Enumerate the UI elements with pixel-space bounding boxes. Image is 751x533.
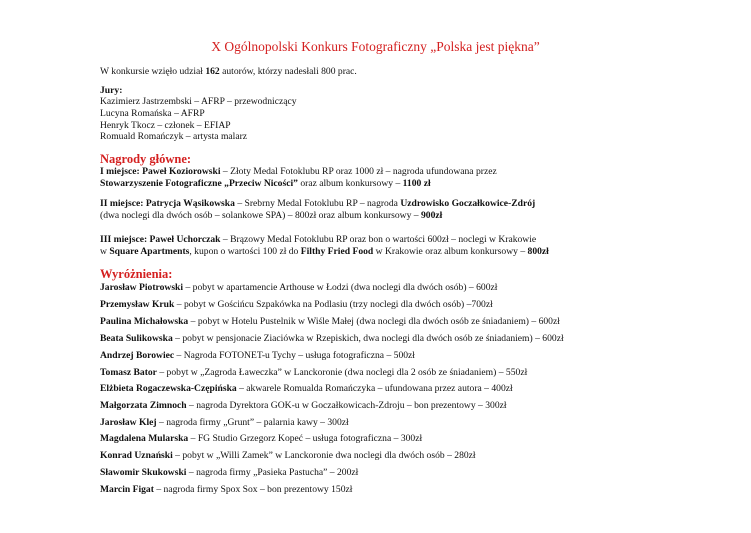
distinction-item: Elżbieta Rogaczewska-Czępińska – akwarele Romualda Romańczyka – ufundowana przez autora – 400zł [100, 383, 513, 394]
main-prizes-heading: Nagrody główne: [100, 152, 192, 166]
jury-member: Henryk Tkocz – członek – EFIAP [100, 120, 231, 131]
distinctions-heading: Wyróżnienia: [100, 267, 173, 281]
distinction-item: Sławomir Skukowski – nagroda firmy „Pasieka Pastucha” – 200zł [100, 467, 359, 478]
third-place-line-2: w Square Apartments, kupon o wartości 100 zł do Filthy Fried Food w Krakowie oraz album konkursowy – 800zł [100, 246, 549, 257]
jury-member: Lucyna Romańska – AFRP [100, 108, 205, 119]
participant-count: 162 [205, 66, 220, 77]
distinction-item: Marcin Figat – nagroda firmy Spox Sox – bon prezentowy 150zł [100, 484, 353, 495]
distinction-item: Konrad Uznański – pobyt w „Willi Zamek” w Lanckoronie dwa noclegi dla dwóch osób – 280zł [100, 450, 476, 461]
first-place-line-1: I miejsce: Paweł Koziorowski – Złoty Medal Fotoklubu RP oraz 1000 zł – nagroda ufundowana przez [100, 166, 497, 177]
first-place-line-2: Stowarzyszenie Fotograficzne „Przeciw Nicości” oraz album konkursowy – 1100 zł [100, 178, 431, 189]
intro-line: W konkursie wzięło udział 162 autorów, którzy nadesłali 800 prac. [100, 66, 357, 77]
jury-member: Romuald Romańczyk – artysta malarz [100, 131, 248, 142]
jury-heading: Jury: [100, 85, 123, 96]
second-place-line-1: II miejsce: Patrycja Wąsikowska – Srebrny Medal Fotoklubu RP – nagroda Uzdrowisko Goczałkowice-Zdrój [100, 198, 536, 209]
distinction-item: Małgorzata Zimnoch – nagroda Dyrektora GOK-u w Goczałkowicach-Zdroju – bon prezentowy – 300zł [100, 400, 507, 411]
distinction-item: Paulina Michałowska – pobyt w Hotelu Pustelnik w Wiśle Małej (dwa noclegi dla dwóch osób ze śniadaniem) – 600zł [100, 316, 560, 327]
distinction-item: Jarosław Piotrowski – pobyt w apartamencie Arthouse w Łodzi (dwa noclegi dla dwóch osób) – 600zł [100, 282, 498, 293]
jury-member: Kazimierz Jastrzembski – AFRP – przewodniczący [100, 96, 297, 107]
distinction-item: Beata Sulikowska – pobyt w pensjonacie Ziaciówka w Rzepiskich, dwa noclegi dla dwóch osób ze śniadaniem) – 600zł [100, 333, 564, 344]
third-place-line-1: III miejsce: Paweł Uchorczak – Brązowy Medal Fotoklubu RP oraz bon o wartości 600zł – noclegi w Krakowie [100, 234, 537, 245]
second-place-line-2: (dwa noclegi dla dwóch osób – solankowe SPA) – 800zł oraz album konkursowy – 900zł [100, 210, 443, 221]
distinction-item: Tomasz Bator – pobyt w „Zagroda Ławeczka” w Lanckoronie (dwa noclegi dla 2 osób ze śniadaniem) – 550zł [100, 367, 528, 378]
distinction-item: Magdalena Mularska – FG Studio Grzegorz Kopeć – usługa fotograficzna – 300zł [100, 433, 423, 444]
distinction-item: Przemysław Kruk – pobyt w Gościńcu Szpakówka na Podlasiu (trzy noclegi dla dwóch osób) –700zł [100, 299, 493, 310]
page-title: X Ogólnopolski Konkurs Fotograficzny „Polska jest piękna” [211, 39, 540, 54]
distinction-item: Andrzej Borowiec – Nagroda FOTONET-u Tychy – usługa fotograficzna – 500zł [100, 350, 415, 361]
distinction-item: Jarosław Klej – nagroda firmy „Grunt” – palarnia kawy – 300zł [100, 417, 349, 428]
